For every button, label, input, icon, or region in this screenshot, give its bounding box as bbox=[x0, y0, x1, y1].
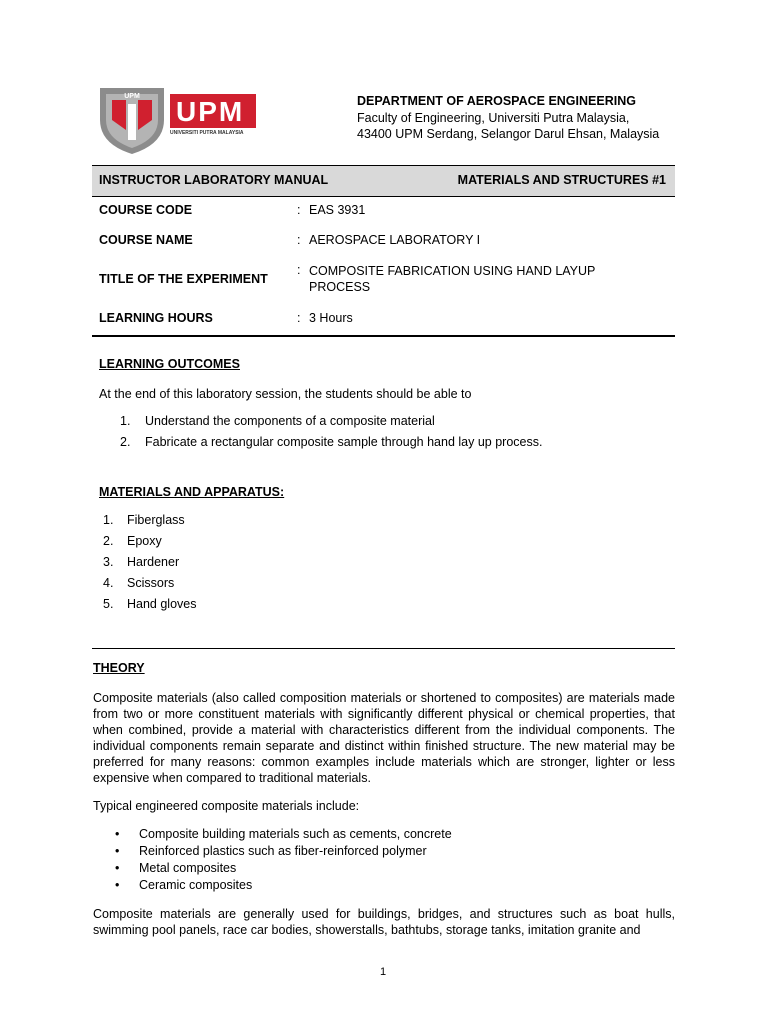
learning-outcomes-intro: At the end of this laboratory session, the students should be able to bbox=[99, 387, 472, 401]
address-line: 43400 UPM Serdang, Selangor Darul Ehsan, Malaysia bbox=[357, 127, 660, 141]
department-name: DEPARTMENT OF AEROSPACE ENGINEERING bbox=[357, 94, 636, 108]
list-item: 5. Hand gloves bbox=[103, 597, 197, 611]
experiment-title-line-2: PROCESS bbox=[309, 280, 371, 294]
colon: : bbox=[297, 311, 301, 325]
course-code-label: COURSE CODE bbox=[99, 203, 193, 217]
colon: : bbox=[297, 263, 301, 277]
course-code-value: EAS 3931 bbox=[309, 203, 366, 217]
materials-list bbox=[103, 513, 197, 618]
logo-wordmark: UPM bbox=[176, 96, 245, 127]
list-item: 3. Hardener bbox=[103, 555, 180, 569]
learning-outcomes-list bbox=[120, 414, 542, 449]
colon: : bbox=[297, 233, 301, 247]
divider bbox=[92, 648, 675, 649]
list-item: 2. Epoxy bbox=[103, 534, 162, 548]
experiment-title-line-1: COMPOSITE FABRICATION USING HAND LAYUP bbox=[309, 264, 596, 278]
faculty-line: Faculty of Engineering, Universiti Putra Malaysia, bbox=[357, 110, 630, 125]
list-item: • Composite building materials such as cements, concrete bbox=[115, 827, 452, 841]
learning-outcomes-heading: LEARNING OUTCOMES bbox=[99, 357, 240, 371]
experiment-title-label: TITLE OF THE EXPERIMENT bbox=[99, 272, 268, 286]
experiment-title-value bbox=[309, 263, 595, 295]
manual-section: MATERIALS AND STRUCTURES #1 bbox=[457, 173, 666, 187]
list-item: • Metal composites bbox=[115, 861, 237, 875]
list-item: 1. Understand the components of a composite material bbox=[120, 414, 435, 428]
logo-tagline: UNIVERSITI PUTRA MALAYSIA bbox=[170, 130, 244, 136]
learning-hours-label: LEARNING HOURS bbox=[99, 311, 213, 325]
page-number: 1 bbox=[380, 966, 387, 978]
manual-type: INSTRUCTOR LABORATORY MANUAL bbox=[99, 173, 329, 187]
divider bbox=[92, 335, 675, 337]
materials-heading: MATERIALS AND APPARATUS: bbox=[99, 485, 285, 499]
course-name-value: AEROSPACE LABORATORY I bbox=[309, 233, 481, 247]
colon: : bbox=[297, 203, 301, 217]
list-item: • Reinforced plastics such as fiber-reinforced polymer bbox=[115, 844, 427, 858]
list-item: 1. Fiberglass bbox=[103, 513, 185, 527]
theory-paragraph-2: Typical engineered composite materials include: bbox=[93, 799, 360, 813]
svg-text:UPM: UPM bbox=[124, 93, 140, 100]
course-name-label: COURSE NAME bbox=[99, 233, 193, 247]
department-address-block bbox=[357, 93, 659, 143]
theory-heading: THEORY bbox=[93, 661, 145, 675]
manual-header-bar bbox=[92, 165, 675, 197]
theory-paragraph-1: Composite materials (also called composition materials or shortened to composites) are materials made from two or more constituent materials with significantly different physical or chemical properties, that when combined, provide a material with characteristics different from the individual components. The individual components remain separate and distinct within finished structure. The new material may be preferred for many reasons: common examples include materials which are stronger, lighter or less expensive when compared to traditional materials. bbox=[93, 691, 675, 785]
composite-types-list bbox=[115, 827, 452, 895]
theory-paragraph-3: Composite materials are generally used for buildings, bridges, and structures such as boat hulls, swimming pool panels, race car bodies, showerstalls, bathtubs, storage tanks, imitation granite and bbox=[93, 907, 675, 937]
list-item: • Ceramic composites bbox=[115, 878, 253, 892]
list-item: 2. Fabricate a rectangular composite sample through hand lay up process. bbox=[120, 435, 543, 449]
learning-hours-value: 3 Hours bbox=[309, 311, 353, 325]
list-item: 4. Scissors bbox=[103, 576, 175, 590]
upm-logo bbox=[98, 86, 258, 156]
upm-wordmark-box bbox=[170, 94, 256, 128]
